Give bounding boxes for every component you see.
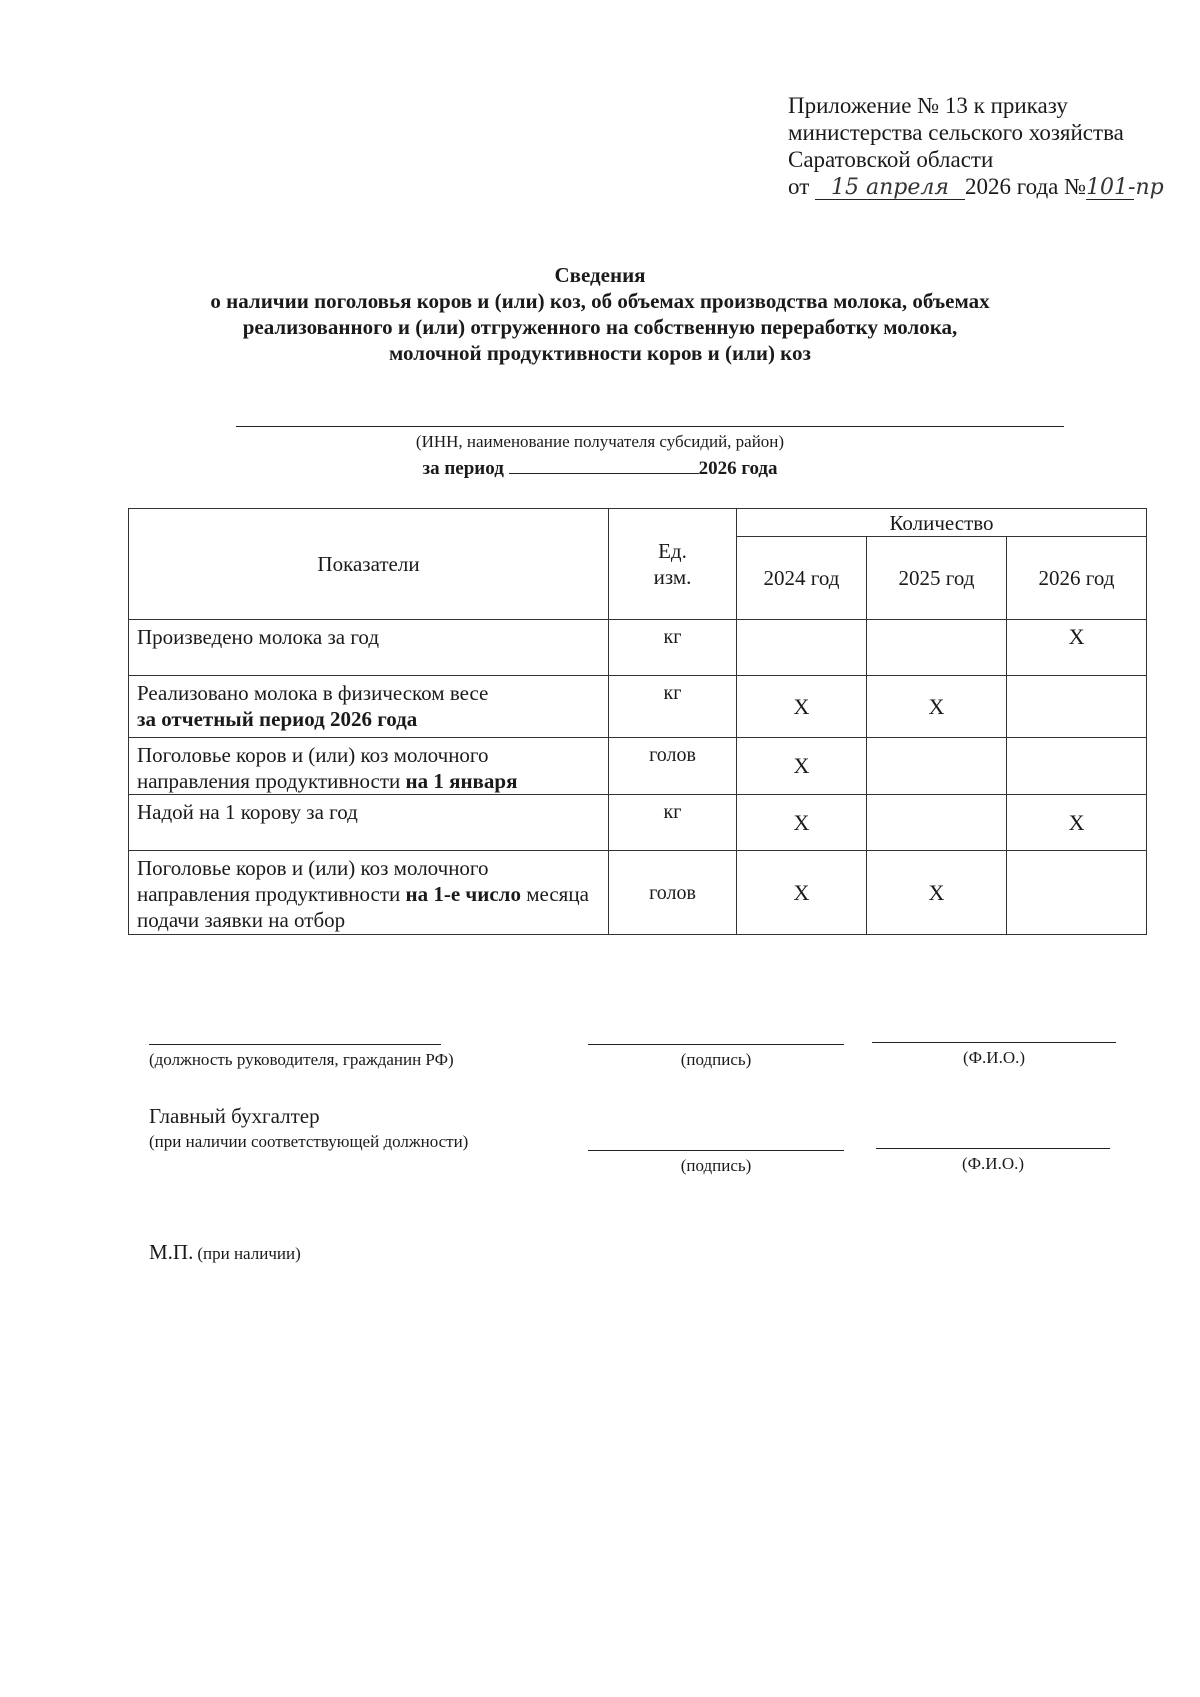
appendix-line-3: Саратовской области — [788, 147, 994, 172]
row-unit: кг — [609, 620, 737, 676]
row-unit: кг — [609, 676, 737, 738]
accountant-name-fill-line[interactable] — [876, 1148, 1110, 1149]
row-label — [129, 676, 609, 738]
row-label-bold: на 1-е число — [405, 882, 521, 906]
cell-2026[interactable] — [1007, 738, 1147, 795]
seal-label: М.П. — [149, 1240, 194, 1264]
position-fill-line[interactable] — [149, 1044, 441, 1045]
accountant-signature-caption: (подпись) — [680, 1156, 752, 1175]
cell-2026[interactable] — [1007, 851, 1147, 935]
cell-2025[interactable] — [867, 795, 1007, 851]
period-line — [0, 455, 1200, 480]
period-suffix: 2026 года — [698, 458, 778, 479]
row-label-bold: на 1 января — [405, 769, 518, 793]
cell-2025[interactable] — [867, 620, 1007, 676]
cell-2026[interactable]: X — [1007, 795, 1147, 851]
header-indicators: Показатели — [129, 509, 609, 620]
title-line-1: Сведения — [554, 263, 646, 287]
appendix-block — [788, 92, 1164, 200]
row-unit: кг — [609, 795, 737, 851]
row-unit: голов — [609, 851, 737, 935]
table-row — [129, 851, 1147, 935]
signature-caption: (подпись) — [680, 1050, 752, 1069]
appendix-date-handwritten: 15 апреля — [815, 177, 965, 200]
title-line-2: о наличии поголовья коров и (или) коз, об объемах производства молока, объемах — [210, 289, 990, 313]
appendix-line-2: министерства сельского хозяйства — [788, 120, 1124, 145]
cell-2025[interactable]: X — [867, 851, 1007, 935]
recipient-fill-line[interactable] — [236, 426, 1064, 427]
accountant-signature-fill-line[interactable] — [588, 1150, 844, 1151]
appendix-line-1: Приложение № 13 к приказу — [788, 93, 1068, 118]
row-label: Надой на 1 корову за год — [129, 795, 609, 851]
accountant-name-caption: (Ф.И.О.) — [961, 1154, 1025, 1173]
row-label-text: Поголовье коров и (или) коз молочного направления продуктивности — [137, 856, 489, 906]
cell-2025[interactable] — [867, 738, 1007, 795]
cell-2026[interactable]: X — [1007, 620, 1147, 676]
indicators-table — [128, 508, 1147, 935]
header-unit — [609, 509, 737, 620]
seal-note: (при наличии) — [197, 1244, 301, 1263]
row-unit: голов — [609, 738, 737, 795]
row-label-tail: месяца подачи заявки на отбор — [137, 882, 589, 932]
cell-2026[interactable] — [1007, 676, 1147, 738]
cell-2024[interactable]: X — [737, 851, 867, 935]
appendix-date-prefix: от — [788, 174, 810, 199]
header-unit-line-1: Ед. — [658, 539, 687, 563]
header-year-2024: 2024 год — [737, 537, 867, 620]
cell-2024[interactable]: X — [737, 795, 867, 851]
header-unit-line-2: изм. — [653, 565, 692, 589]
document-title — [0, 262, 1200, 366]
cell-2024[interactable]: X — [737, 676, 867, 738]
row-label-text: Реализовано молока в физическом весе — [137, 681, 489, 705]
cell-2024[interactable] — [737, 620, 867, 676]
position-caption: (должность руководителя, гражданин РФ) — [149, 1050, 454, 1069]
table-row — [129, 676, 1147, 738]
title-line-3: реализованного и (или) отгруженного на собственную переработку молока, — [242, 315, 958, 339]
header-year-2025: 2025 год — [867, 537, 1007, 620]
title-line-4: молочной продуктивности коров и (или) коз — [389, 341, 811, 365]
period-prefix: за период — [422, 458, 504, 479]
appendix-date-line — [788, 173, 1164, 200]
table-row — [129, 738, 1147, 795]
cell-2024[interactable]: X — [737, 738, 867, 795]
table-row — [129, 620, 1147, 676]
row-label-text: Поголовье коров и (или) коз молочного направления продуктивности — [137, 743, 489, 793]
cell-2025[interactable]: X — [867, 676, 1007, 738]
recipient-caption: (ИНН, наименование получателя субсидий, район) — [415, 432, 785, 451]
seal-block — [149, 1240, 301, 1265]
header-quantity: Количество — [737, 509, 1147, 537]
signature-fill-line[interactable] — [588, 1044, 844, 1045]
chief-accountant-note: (при наличии соответствующей должности) — [149, 1132, 469, 1151]
appendix-number-handwritten: 101-пр — [1086, 175, 1164, 200]
row-label: Произведено молока за год — [129, 620, 609, 676]
period-fill-blank[interactable] — [509, 455, 699, 474]
row-label-bold: за отчетный период 2026 года — [137, 707, 418, 731]
chief-accountant-label: Главный бухгалтер — [149, 1104, 320, 1128]
name-fill-line[interactable] — [872, 1042, 1116, 1043]
row-label — [129, 851, 609, 935]
row-label — [129, 738, 609, 795]
name-caption: (Ф.И.О.) — [962, 1048, 1026, 1067]
appendix-date-year: 2026 года № — [965, 174, 1087, 199]
table-row — [129, 795, 1147, 851]
header-year-2026: 2026 год — [1007, 537, 1147, 620]
